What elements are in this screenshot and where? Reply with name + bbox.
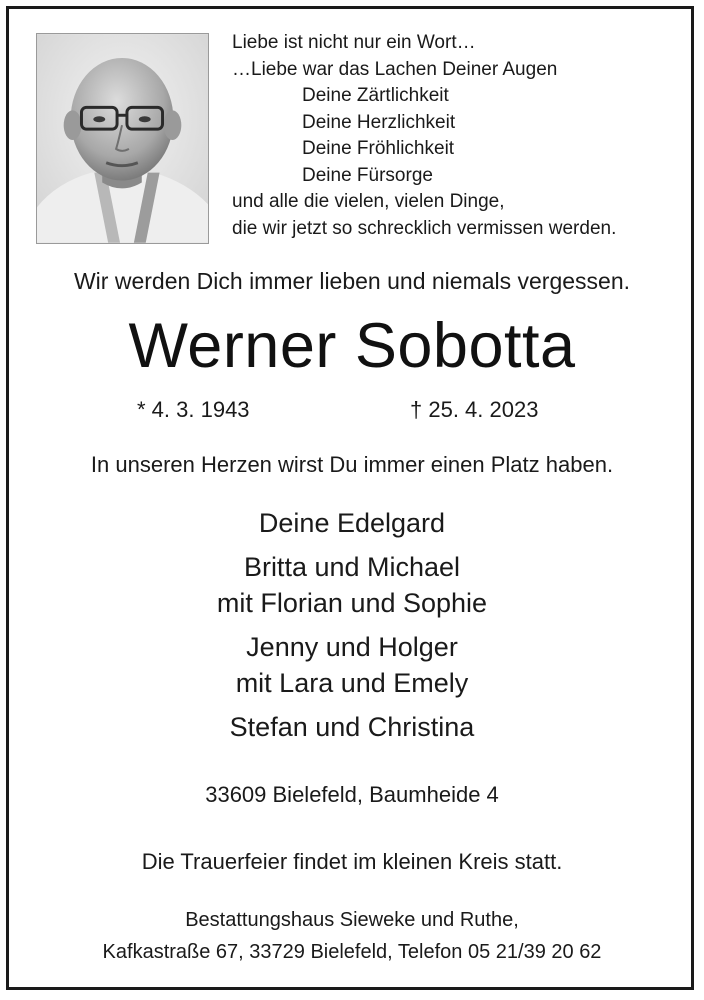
mourner-group: [0, 709, 704, 745]
death-date: † 25. 4. 2023: [410, 397, 539, 422]
poem-line: …Liebe war das Lachen Deiner Augen: [232, 58, 558, 80]
mourner-line: Jenny und Holger: [246, 632, 458, 662]
motto: Wir werden Dich immer lieben und niemals vergessen.: [73, 268, 631, 294]
mourner-group: [0, 549, 704, 621]
poem-line: die wir jetzt so schrecklich vermissen werden.: [232, 217, 617, 239]
mourner-line: Deine Edelgard: [258, 508, 446, 538]
mourner-line: Britta und Michael: [243, 552, 461, 582]
family-address: 33609 Bielefeld, Baumheide 4: [205, 782, 499, 807]
mourner-group: [0, 505, 704, 541]
deceased-name: Werner Sobotta: [128, 311, 576, 381]
poem-line: Deine Fürsorge: [302, 164, 433, 186]
poem-line: Deine Herzlichkeit: [302, 111, 456, 133]
mourner-line: Stefan und Christina: [229, 712, 475, 742]
poem: [232, 30, 672, 242]
mourner-group: [0, 629, 704, 701]
poem-line: Deine Zärtlichkeit: [302, 85, 449, 106]
poem-line: Liebe ist nicht nur ein Wort…: [232, 32, 476, 53]
poem-line: und alle die vielen, vielen Dinge,: [232, 191, 505, 212]
mourner-line: mit Lara und Emely: [235, 668, 469, 698]
funeral-service-note: Die Trauerfeier findet im kleinen Kreis statt.: [141, 849, 563, 874]
undertaker-name: Bestattungshaus Sieweke und Ruthe,: [185, 909, 519, 931]
mourners-list: [0, 505, 704, 753]
remembrance-line: In unseren Herzen wirst Du immer einen Platz haben.: [90, 452, 614, 477]
undertaker-contact: Kafkastraße 67, 33729 Bielefeld, Telefon 05 21/39 20 62: [102, 941, 602, 963]
birth-date: * 4. 3. 1943: [137, 397, 250, 422]
mourner-line: mit Florian und Sophie: [216, 588, 488, 618]
portrait-photo: [36, 33, 209, 244]
poem-line: Deine Fröhlichkeit: [302, 138, 455, 159]
